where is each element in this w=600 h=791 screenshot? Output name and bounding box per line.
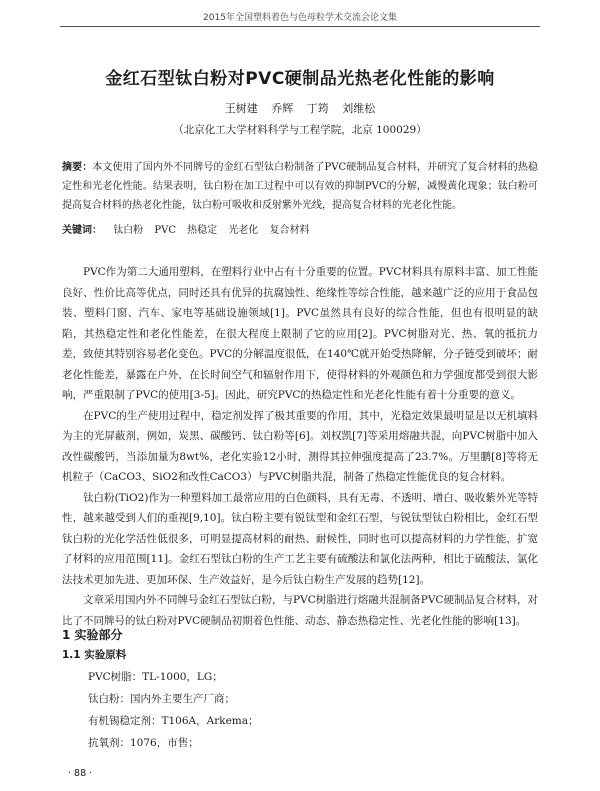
- affiliation: （北京化工大学材料科学与工程学院，北京 100029）: [173, 124, 427, 136]
- body-paragraph: 文章采用国内外不同牌号金红石型钛白粉，与PVC树脂进行熔融共混制备PVC硬制品复合材料，对比了不同牌号的钛白粉对PVC硬制品初期着色性能、动态、静态热稳定性、光老化性能的影响[13]。: [62, 594, 538, 627]
- material-item: PVC树脂：TL-1000，LG；: [88, 671, 223, 683]
- abstract-text: 本文使用了国内外不同牌号的金红石型钛白粉制备了PVC硬制品复合材料，并研究了复合材料的热稳定性和光老化性能。结果表明，钛白粉在加工过程中可以有效的抑制PVC的分解，减慢黄化现象；钛白粉可提高复合材料的热老化性能，钛白粉可吸收和反射紫外光线，提高复合材料的光老化性能。: [62, 162, 538, 211]
- author-name: 王树建: [224, 102, 258, 115]
- keywords-label: 关键词：: [62, 225, 102, 236]
- keyword: 复合材料: [269, 225, 310, 236]
- keyword: 热稳定: [187, 225, 218, 236]
- keyword: 钛白粉: [113, 225, 144, 236]
- body-paragraph: 钛白粉(TiO2)作为一种塑料加工最常应用的白色颜料，具有无毒、不透明、增白、吸收紫外光等特性，越来越受到人们的重视[9,10]。钛白粉主要有锐钛型和金红石型，与锐钛型钛白粉相比，金红石型钛白粉的光化学活性低很多，可明显提高材料的耐热、耐候性，同时也可以提高材料的力学性能，扩宽了材料的应用范围[11]。金红石型钛白粉的生产工艺主要有硫酸法和氯化法两种，相比于硫酸法，氯化法技术更加先进、更加环保、生产效益好，是今后钛白粉生产发展的趋势[12]。: [62, 491, 538, 586]
- running-head: 2015年全国塑料着色与色母粒学术交流会论文集: [203, 13, 397, 23]
- body-paragraph: 在PVC的生产使用过程中，稳定剂发挥了极其重要的作用，其中，光稳定效果最明显是以无机填料为主的光屏蔽剂，例如，炭黑、碳酸钙、钛白粉等[6]。刘权凯[7]等采用熔融共混，向PVC树脂中加入改性碳酸钙，当添加量为8wt%，老化实验12小时，测得其拉伸强度提高了23.7%。万里鹏[8]等将无机粒子（CaCO3、SiO2和改性CaCO3）与PVC树脂共混，制备了热稳定性能优良的复合材料。: [62, 409, 538, 483]
- header-rule: [60, 26, 540, 27]
- keywords: [62, 222, 538, 240]
- section-heading: 1 实验部分: [62, 628, 123, 642]
- abstract: [62, 158, 538, 215]
- author-name: 丁筠: [306, 102, 329, 115]
- author-name: 刘维松: [342, 102, 376, 115]
- introduction: [62, 262, 538, 631]
- material-item: 钛白粉：国内外主要生产厂商；: [88, 693, 235, 705]
- page-number: · 88 ·: [68, 768, 93, 779]
- material-item: 抗氧剂：1076，市售；: [88, 737, 199, 749]
- paper-title: 金红石型钛白粉对PVC硬制品光热老化性能的影响: [105, 69, 495, 89]
- author-list: [60, 100, 540, 116]
- author-name: 乔辉: [271, 102, 294, 115]
- keyword: 光老化: [228, 225, 259, 236]
- material-item: 有机锡稳定剂：T106A，Arkema；: [88, 715, 259, 727]
- abstract-label: 摘要：: [62, 162, 93, 173]
- keyword: PVC: [154, 225, 176, 236]
- subsection-heading: 1.1 实验原料: [62, 649, 127, 661]
- materials-list: [88, 666, 528, 754]
- body-paragraph: PVC作为第二大通用塑料，在塑料行业中占有十分重要的位置。PVC材料具有原料丰富、加工性能良好、性价比高等优点，同时还具有优异的抗腐蚀性、绝缘性等综合性能，越来越广泛的应用于食品包装、塑料门窗、汽车、家电等基础设施领域[1]。PVC虽然具有良好的综合性能，但也有很明显的缺陷，其热稳定性和老化性能差，在很大程度上限制了它的应用[2]。PVC树脂对光、热、氧的抵抗力差，致使其特别容易老化变色。PVC的分解温度很低，在140℃就开始受热降解，分子链受到破坏；耐老化性能差，暴露在户外，在长时间空气和辐射作用下，使得材料的外观颜色和力学强度都受到很大影响，严重限制了PVC的使用[3-5]。因此，研究PVC的热稳定性和光老化性能有着十分重要的意义。: [62, 266, 538, 401]
